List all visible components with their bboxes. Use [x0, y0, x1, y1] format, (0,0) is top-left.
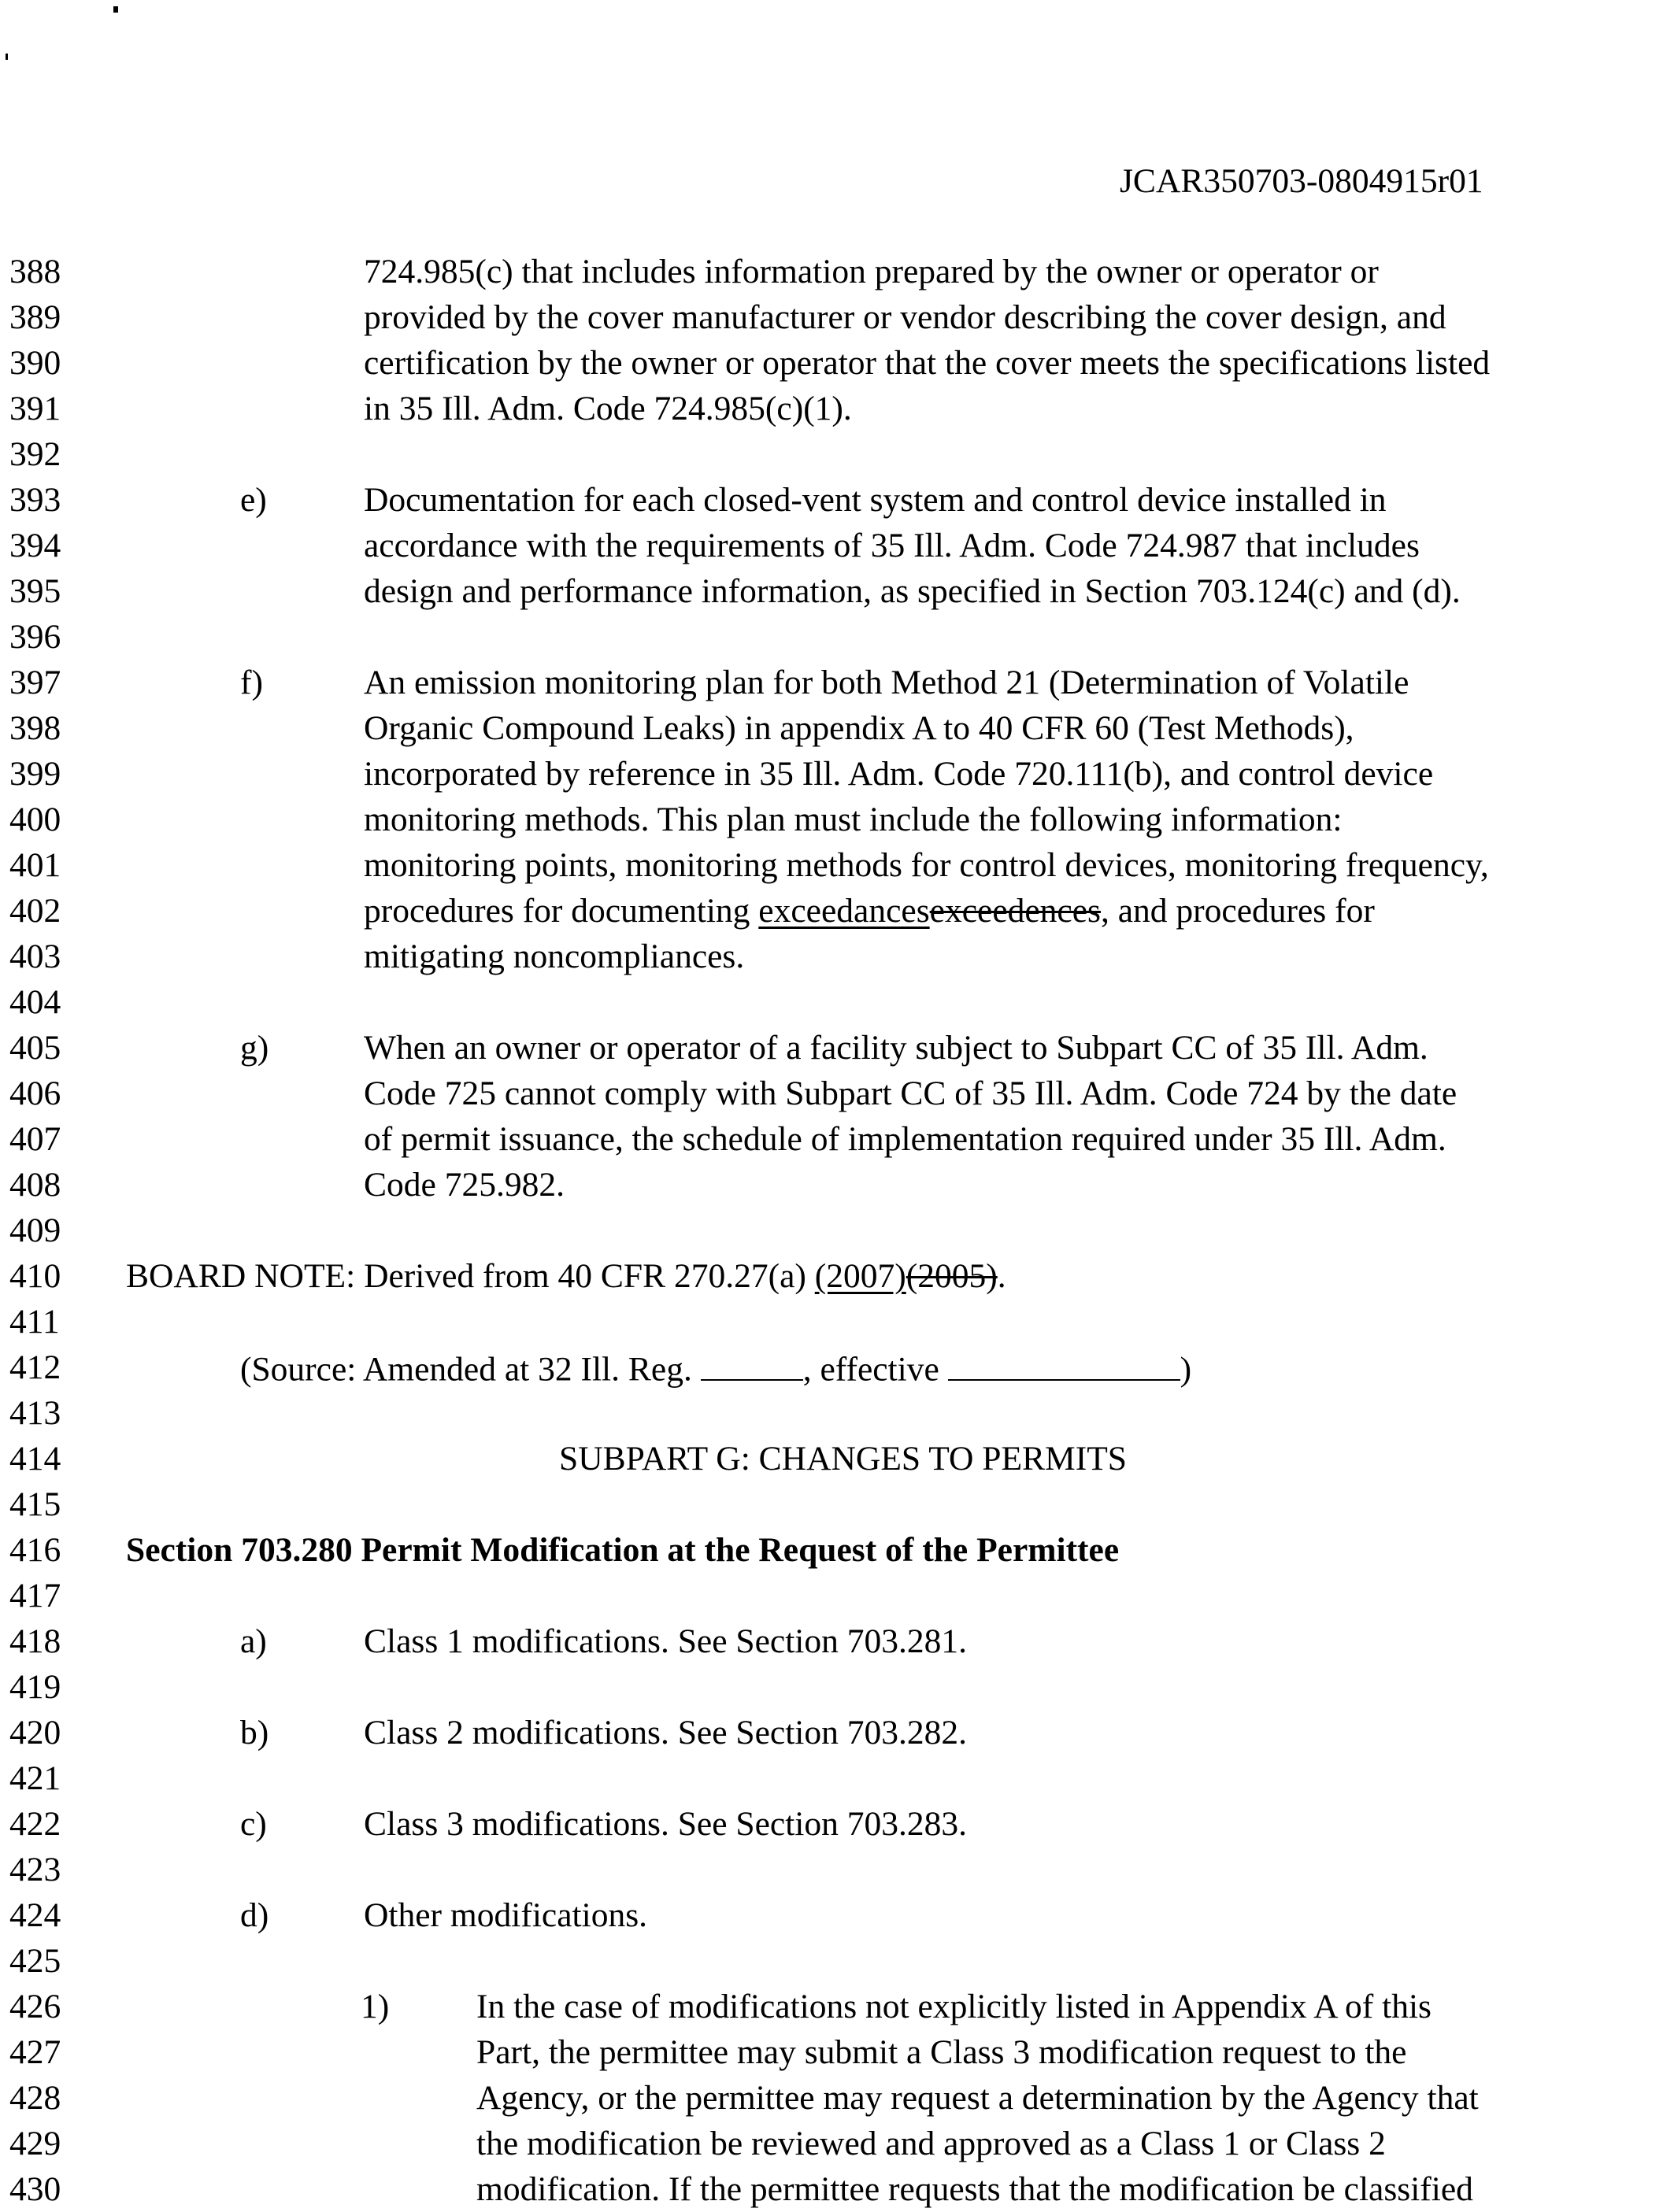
line-text: monitoring points, monitoring methods for control devices, monitoring frequency,	[364, 846, 1489, 884]
line-text: Class 1 modifications. See Section 703.281.	[364, 1622, 968, 1660]
blank-field	[701, 1345, 803, 1381]
document-line	[0, 842, 1663, 888]
line-text: incorporated by reference in 35 Ill. Adm. Code 720.111(b), and control device	[364, 755, 1434, 793]
document-line	[0, 2029, 1663, 2075]
document-line	[0, 614, 1663, 660]
document-line	[0, 1892, 1663, 1938]
document-line	[0, 1162, 1663, 1208]
line-text: in 35 Ill. Adm. Code 724.985(c)(1).	[364, 390, 852, 427]
line-text: monitoring methods. This plan must include the following information:	[364, 801, 1343, 838]
line-text: provided by the cover manufacturer or vendor describing the cover design, and	[364, 298, 1446, 336]
line-number: 416	[9, 1531, 61, 1569]
line-number: 388	[9, 253, 61, 290]
line-number: 410	[9, 1257, 61, 1295]
text-run: .	[997, 1257, 1006, 1295]
line-text: Class 3 modifications. See Section 703.283.	[364, 1805, 968, 1843]
line-number: 414	[9, 1440, 61, 1478]
line-text: design and performance information, as specified in Section 703.124(c) and (d).	[364, 572, 1461, 610]
line-text	[364, 888, 1375, 934]
document-line	[0, 1618, 1663, 1664]
document-line	[0, 1710, 1663, 1755]
line-number: 429	[9, 2125, 61, 2162]
line-text: of permit issuance, the schedule of implementation required under 35 Ill. Adm.	[364, 1120, 1446, 1158]
text-run: procedures for documenting	[364, 892, 759, 930]
line-text: modification. If the permittee requests that the modification be classified	[476, 2170, 1473, 2208]
document-line	[0, 1116, 1663, 1162]
document-id-header: JCAR350703-0804915r01	[1120, 162, 1483, 200]
document-line	[0, 1481, 1663, 1527]
line-number: 396	[9, 618, 61, 656]
document-line	[0, 888, 1663, 934]
line-number: 406	[9, 1075, 61, 1112]
list-marker: b)	[240, 1714, 269, 1751]
document-line	[0, 523, 1663, 568]
line-text: Part, the permittee may submit a Class 3 modification request to the	[476, 2033, 1407, 2071]
document-line	[0, 797, 1663, 842]
board-note	[126, 1253, 1006, 1299]
document-line	[0, 705, 1663, 751]
section-heading: Section 703.280 Permit Modification at the Request of the Permittee	[126, 1531, 1120, 1569]
line-number: 418	[9, 1622, 61, 1660]
line-number: 412	[9, 1348, 61, 1386]
deleted-text: exceedences	[929, 892, 1101, 930]
document-line	[0, 249, 1663, 294]
document-line	[0, 1025, 1663, 1071]
line-number: 409	[9, 1211, 61, 1249]
line-number: 403	[9, 938, 61, 975]
line-number: 413	[9, 1394, 61, 1432]
line-number: 411	[9, 1303, 60, 1341]
line-number: 423	[9, 1851, 61, 1888]
line-number: 422	[9, 1805, 61, 1843]
document-line	[0, 2075, 1663, 2121]
line-number: 392	[9, 435, 61, 473]
document-line	[0, 1071, 1663, 1116]
line-number: 394	[9, 527, 61, 564]
line-number: 397	[9, 664, 61, 701]
line-text: Documentation for each closed-vent system and control device installed in	[364, 481, 1387, 519]
line-number: 407	[9, 1120, 61, 1158]
list-marker: 1)	[361, 1988, 390, 2025]
line-number: 390	[9, 344, 61, 382]
line-number: 415	[9, 1485, 61, 1523]
line-number: 427	[9, 2033, 61, 2071]
document-line	[0, 1253, 1663, 1299]
document-line	[0, 979, 1663, 1025]
line-number: 395	[9, 572, 61, 610]
list-marker: c)	[240, 1805, 267, 1843]
inserted-text: (2007)	[814, 1257, 906, 1295]
list-marker: a)	[240, 1622, 267, 1660]
list-marker: g)	[240, 1029, 269, 1067]
document-line	[0, 2166, 1663, 2212]
line-text: Organic Compound Leaks) in appendix A to 40 CFR 60 (Test Methods),	[364, 709, 1354, 747]
document-line	[0, 1390, 1663, 1436]
subpart-heading: SUBPART G: CHANGES TO PERMITS	[559, 1440, 1127, 1478]
document-line	[0, 340, 1663, 386]
text-run: , effective	[802, 1350, 948, 1389]
line-number: 430	[9, 2170, 61, 2208]
line-text: accordance with the requirements of 35 Ill. Adm. Code 724.987 that includes	[364, 527, 1420, 564]
text-run: BOARD NOTE: Derived from 40 CFR 270.27(a)	[126, 1257, 815, 1295]
line-text: In the case of modifications not explicitly listed in Appendix A of this	[476, 1988, 1432, 2025]
line-number: 389	[9, 298, 61, 336]
line-number: 425	[9, 1942, 61, 1980]
line-number: 402	[9, 892, 61, 930]
line-number: 398	[9, 709, 61, 747]
line-number: 419	[9, 1668, 61, 1706]
line-text: An emission monitoring plan for both Method 21 (Determination of Volatile	[364, 664, 1409, 701]
line-number: 405	[9, 1029, 61, 1067]
line-number: 421	[9, 1759, 61, 1797]
document-line	[0, 1938, 1663, 1984]
line-number: 408	[9, 1166, 61, 1204]
scan-artifact	[6, 54, 8, 60]
list-marker: e)	[240, 481, 267, 519]
line-text: Other modifications.	[364, 1896, 648, 1934]
deleted-text: (2005)	[906, 1257, 998, 1295]
line-number: 428	[9, 2079, 61, 2117]
document-line	[0, 1208, 1663, 1253]
blank-field	[948, 1345, 1180, 1381]
line-number: 417	[9, 1577, 61, 1615]
document-line	[0, 1847, 1663, 1892]
document-line	[0, 2121, 1663, 2166]
line-number: 399	[9, 755, 61, 793]
text-run: , and procedures for	[1100, 892, 1375, 930]
document-line	[0, 934, 1663, 979]
line-text: Class 2 modifications. See Section 703.282.	[364, 1714, 968, 1751]
line-number: 424	[9, 1896, 61, 1934]
line-text: When an owner or operator of a facility subject to Subpart CC of 35 Ill. Adm.	[364, 1029, 1428, 1067]
line-number: 404	[9, 983, 61, 1021]
list-marker: d)	[240, 1896, 269, 1934]
line-text: Code 725 cannot comply with Subpart CC of 35 Ill. Adm. Code 724 by the date	[364, 1075, 1457, 1112]
document-line	[0, 660, 1663, 705]
inserted-text: exceedances	[758, 892, 930, 930]
document-line	[0, 431, 1663, 477]
document-line	[0, 1527, 1663, 1573]
line-number: 426	[9, 1988, 61, 2025]
document-line	[0, 386, 1663, 431]
document-line	[0, 1345, 1663, 1390]
line-text: mitigating noncompliances.	[364, 938, 745, 975]
line-text: Code 725.982.	[364, 1166, 565, 1204]
source-note	[240, 1345, 1191, 1393]
document-line	[0, 1755, 1663, 1801]
document-line	[0, 477, 1663, 523]
text-run: (Source: Amended at 32 Ill. Reg.	[240, 1350, 701, 1389]
text-run: )	[1180, 1350, 1192, 1389]
document-line	[0, 1664, 1663, 1710]
document-line	[0, 1984, 1663, 2029]
document-line	[0, 1436, 1663, 1481]
scan-artifact	[113, 6, 118, 13]
line-number: 400	[9, 801, 61, 838]
line-text: Agency, or the permittee may request a determination by the Agency that	[476, 2079, 1479, 2117]
document-line	[0, 294, 1663, 340]
list-marker: f)	[240, 664, 263, 701]
line-number: 420	[9, 1714, 61, 1751]
line-text: certification by the owner or operator that the cover meets the specifications listed	[364, 344, 1491, 382]
line-number: 401	[9, 846, 61, 884]
line-text: 724.985(c) that includes information prepared by the owner or operator or	[364, 253, 1379, 290]
line-number: 393	[9, 481, 61, 519]
document-line	[0, 1573, 1663, 1618]
line-text: the modification be reviewed and approved as a Class 1 or Class 2	[476, 2125, 1386, 2162]
document-line	[0, 751, 1663, 797]
document-line	[0, 1801, 1663, 1847]
document-line	[0, 1299, 1663, 1345]
document-line	[0, 568, 1663, 614]
line-number: 391	[9, 390, 61, 427]
